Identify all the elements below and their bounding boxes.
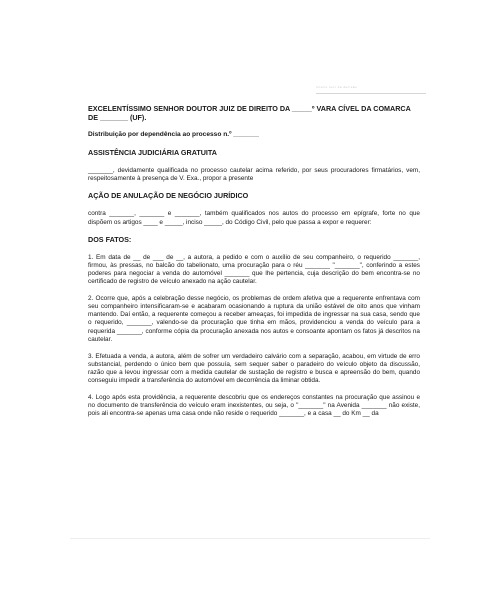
header-watermark xyxy=(316,87,426,94)
facts-heading: DOS FATOS: xyxy=(88,234,132,244)
free-legal-aid-heading: ASSISTÊNCIA JUDICIÁRIA GRATUITA xyxy=(88,148,217,158)
intro-paragraph: _______, devidamente qualificada no processo cautelar acima referido, por seus procuradores firmatários, vem, respeitosamente à presença de V. Exa., propor a presente xyxy=(88,167,420,183)
fact-paragraph-3: 3. Efetuada a venda, a autora, além de sofrer um verdadeiro calvário com a separação, acabou, em virtude de erro substancial, perdendo o único bem que possuía, sem sequer saber o paradeiro do veículo objeto da discussão, razão que a levou ingressar com a medida cautelar de sustação de registro e busca e apreensão do bem, quando conseguiu impedir a transferência do automóvel em decorrência da liminar obtida. xyxy=(88,352,420,384)
distribution-line: Distribuição por dependência ao processo n.º _______ xyxy=(88,131,259,138)
against-paragraph: contra _______, _______ e _______, também qualificados nos autos do processo em epígrafe, forte no que dispõem os artigos ____ e _____, inciso _____, do Código Civil, pelo que passa a expor e requerer: xyxy=(88,210,420,226)
petition-body xyxy=(88,104,420,427)
page-bottom-divider xyxy=(70,538,430,539)
action-title: AÇÃO DE ANULAÇÃO DE NEGÓCIO JURÍDICO xyxy=(88,191,249,201)
court-addressee: EXCELENTÍSSIMO SENHOR DOUTOR JUIZ DE DIREITO DA _____º VARA CÍVEL DA COMARCA DE _______ (UF). xyxy=(88,104,411,122)
fact-paragraph-2: 2. Ocorre que, após a celebração desse negócio, os problemas de ordem afetiva que a requerente enfrentava com seu companheiro intensificaram-se e acabaram ocasionando a ruptura da união estável de oito anos que vinham mantendo. Daí então, a requerente começou a receber ameaças, foi impedida de ingressar na sua casa, sendo que o requerido, _______, valendo-se da procuração que tinha em mãos, providenciou a venda do veículo para a requerida _______, conforme cópia da procuração anexada nos autos e consoante apontam os fatos já descritos na cautelar. xyxy=(88,295,420,343)
header-watermark-text: Inteiro teor da decisão xyxy=(316,85,358,89)
fact-paragraph-4: 4. Logo após esta providência, a requerente descobriu que os endereços constantes na procuração que assinou e no documento de transferência do veículo eram inexistentes, ou seja, o "_______" na Avenida _______ não existe, pois ali encontra-se apenas uma casa onde não reside o requerido _______, e a casa __ do Km __ da xyxy=(88,394,420,418)
fact-paragraph-1: 1. Em data de __ de ___ de __, a autora, a pedido e com o auxílio de seu companheiro, o requerido _______, firmou, às pressas, no balcão do tabelionato, uma procuração para o réu _______ "_______", conferindo a estes poderes para negociar a venda do automóvel _______ que lhe pertencia, cuja descrição do bem encontra-se no certificado de registro de veículo anexado na ação cautelar. xyxy=(88,253,420,286)
